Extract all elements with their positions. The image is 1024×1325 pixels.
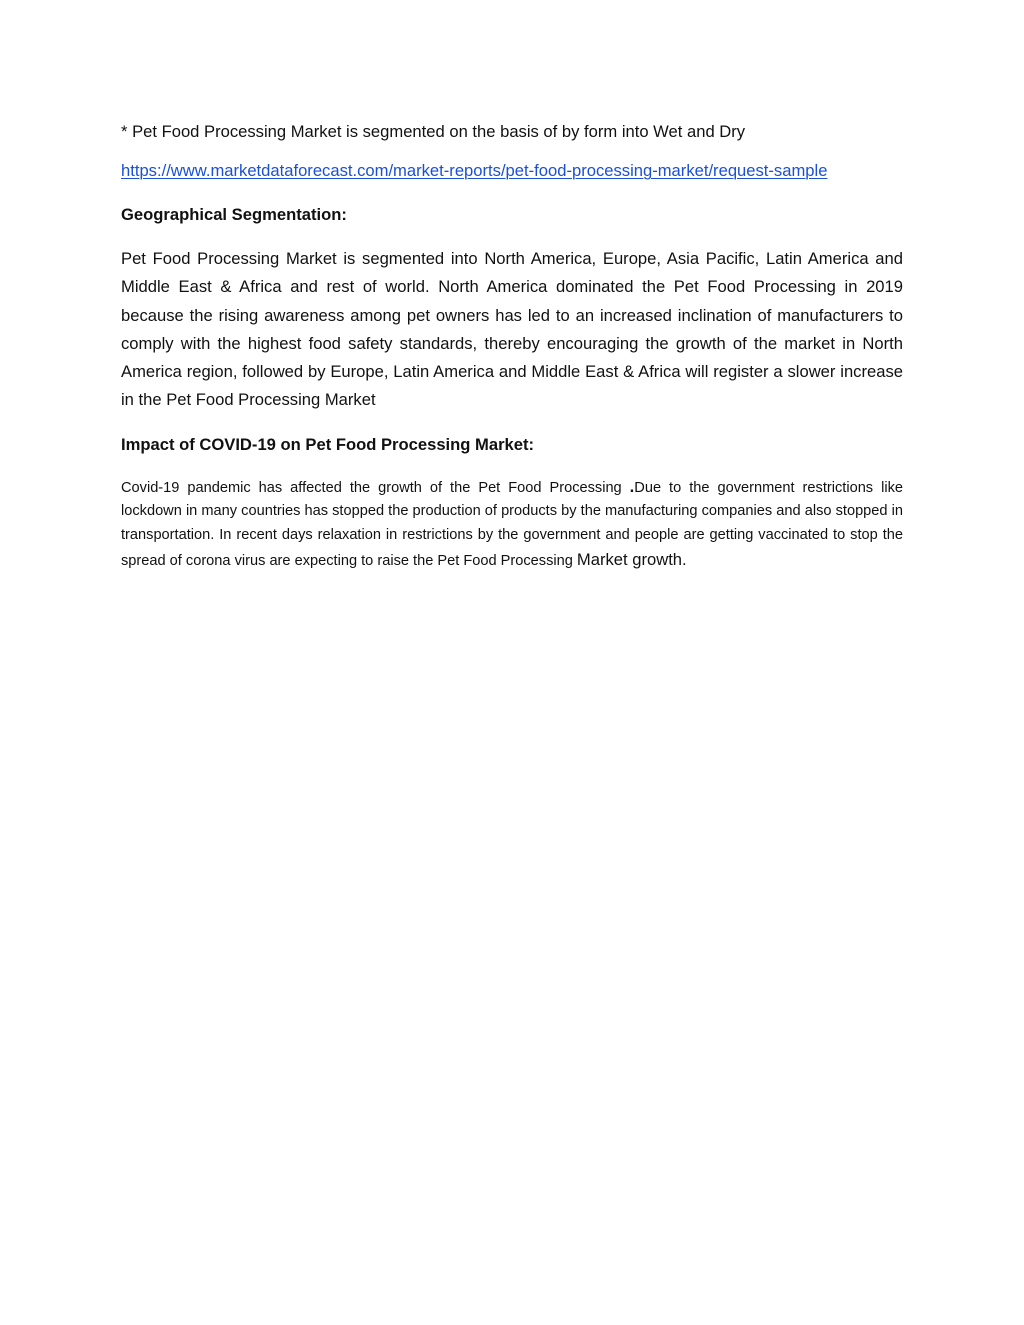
covid-text-end: Market growth. <box>576 549 687 569</box>
covid-text-part1: Covid-19 pandemic has affected the growth of the Pet Food Processing <box>121 479 630 496</box>
covid-text-dot: . <box>629 476 635 496</box>
geographical-segmentation-paragraph: Pet Food Processing Market is segmented into North America, Europe, Asia Pacific, Latin America and Middle East & Africa and rest of world. North America dominated the Pet Food Processing in 2019 because the rising awareness among pet owners has led to an increased inclination of manufacturers to comply with the highest food safety standards, thereby encouraging the growth of the market in North America region, followed by Europe, Latin America and Middle East & Africa will register a slower increase in the Pet Food Processing Market <box>121 249 903 410</box>
covid-impact-paragraph <box>121 475 903 573</box>
request-sample-link[interactable]: https://www.marketdataforecast.com/market-reports/pet-food-processing-market/request-sample <box>121 161 828 180</box>
document-page <box>121 118 903 573</box>
covid-impact-heading: Impact of COVID-19 on Pet Food Processing Market: <box>121 434 535 454</box>
segmentation-bullet: * Pet Food Processing Market is segmented on the basis of by form into Wet and Dry <box>121 122 746 141</box>
geographical-segmentation-heading: Geographical Segmentation: <box>121 205 347 224</box>
covid-text-part2: Due to the government restrictions like lockdown in many countries has stopped the production of products by the manufacturing companies and also stopped in transportation. In recent days relaxation in restrictions by the government and people are getting vaccinated to stop the spread of corona virus are expecting to raise the Pet Food Processing <box>121 479 903 569</box>
